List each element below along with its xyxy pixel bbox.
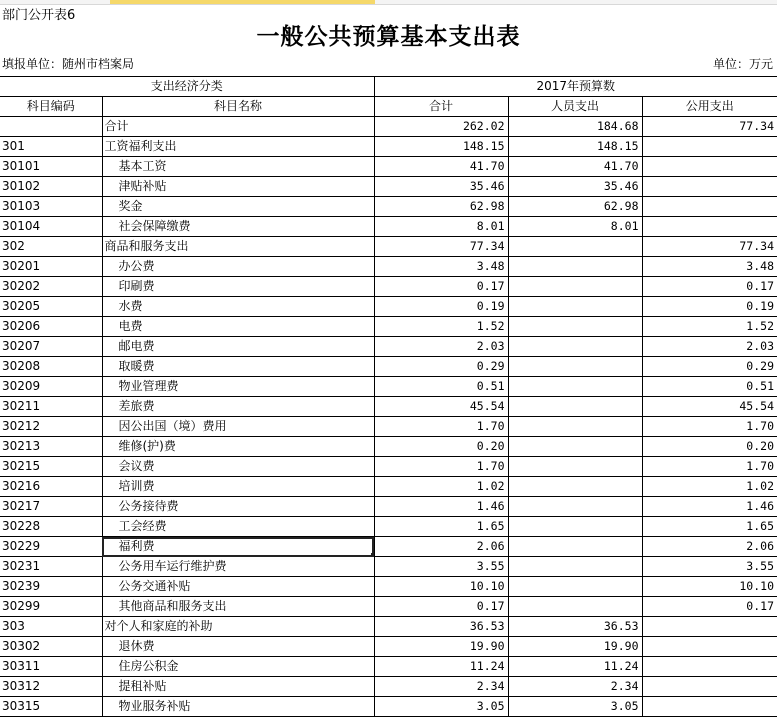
table-row <box>0 277 777 297</box>
total-cell[interactable]: 62.98 <box>374 197 508 217</box>
code-cell[interactable]: 30209 <box>0 377 102 397</box>
total-cell[interactable]: 35.46 <box>374 177 508 197</box>
code-cell[interactable]: 30201 <box>0 257 102 277</box>
name-cell[interactable]: 培训费 <box>102 477 374 497</box>
name-cell[interactable]: 差旅费 <box>102 397 374 417</box>
public-cell[interactable]: 1.52 <box>642 317 777 337</box>
total-cell[interactable]: 262.02 <box>374 117 508 137</box>
code-cell[interactable]: 30228 <box>0 517 102 537</box>
personnel-cell[interactable]: 148.15 <box>508 137 642 157</box>
public-cell[interactable]: 1.70 <box>642 417 777 437</box>
header-budget-2017[interactable]: 2017年预算数 <box>374 77 777 97</box>
personnel-cell[interactable] <box>508 357 642 377</box>
budget-table <box>0 76 777 717</box>
table-row <box>0 157 777 177</box>
personnel-cell[interactable] <box>508 337 642 357</box>
table-row <box>0 397 777 417</box>
code-cell[interactable]: 30302 <box>0 637 102 657</box>
name-cell[interactable]: 办公费 <box>102 257 374 277</box>
code-cell[interactable]: 30102 <box>0 177 102 197</box>
personnel-cell[interactable] <box>508 597 642 617</box>
header-column-row <box>0 97 777 117</box>
name-cell[interactable]: 公务交通补贴 <box>102 577 374 597</box>
column-header-strip <box>0 0 777 5</box>
public-cell[interactable] <box>642 177 777 197</box>
total-cell[interactable]: 0.51 <box>374 377 508 397</box>
table-row <box>0 437 777 457</box>
name-cell[interactable]: 因公出国（境）费用 <box>102 417 374 437</box>
table-row <box>0 177 777 197</box>
public-cell[interactable]: 0.29 <box>642 357 777 377</box>
total-cell[interactable]: 2.06 <box>374 537 508 557</box>
public-cell[interactable]: 0.19 <box>642 297 777 317</box>
name-cell[interactable]: 物业管理费 <box>102 377 374 397</box>
table-row <box>0 477 777 497</box>
table-row <box>0 237 777 257</box>
public-cell[interactable]: 0.17 <box>642 277 777 297</box>
total-cell[interactable]: 0.17 <box>374 597 508 617</box>
total-cell[interactable]: 10.10 <box>374 577 508 597</box>
page-title: 一般公共预算基本支出表 <box>256 23 521 50</box>
table-row <box>0 497 777 517</box>
name-cell[interactable]: 提租补贴 <box>102 677 374 697</box>
selected-column-indicator <box>110 0 375 4</box>
table-row <box>0 377 777 397</box>
currency-unit: 单位：万元 <box>712 57 773 71</box>
code-cell[interactable]: 30239 <box>0 577 102 597</box>
total-cell[interactable]: 3.48 <box>374 257 508 277</box>
code-cell[interactable]: 30101 <box>0 157 102 177</box>
personnel-cell[interactable]: 3.05 <box>508 697 642 717</box>
total-cell[interactable]: 1.70 <box>374 457 508 477</box>
personnel-cell[interactable] <box>508 437 642 457</box>
personnel-cell[interactable] <box>508 317 642 337</box>
personnel-cell[interactable] <box>508 277 642 297</box>
table-row <box>0 217 777 237</box>
public-cell[interactable]: 77.34 <box>642 237 777 257</box>
public-cell[interactable]: 0.51 <box>642 377 777 397</box>
table-row <box>0 117 777 137</box>
personnel-cell[interactable] <box>508 257 642 277</box>
total-cell[interactable]: 1.52 <box>374 317 508 337</box>
public-cell[interactable]: 10.10 <box>642 577 777 597</box>
public-cell[interactable] <box>642 697 777 717</box>
header-code[interactable]: 科目编码 <box>0 97 102 117</box>
total-cell[interactable]: 19.90 <box>374 637 508 657</box>
code-cell[interactable]: 302 <box>0 237 102 257</box>
name-cell[interactable]: 维修(护)费 <box>102 437 374 457</box>
header-name[interactable]: 科目名称 <box>102 97 374 117</box>
personnel-cell[interactable] <box>508 517 642 537</box>
personnel-cell[interactable] <box>508 397 642 417</box>
name-cell[interactable]: 物业服务补贴 <box>102 697 374 717</box>
name-cell[interactable]: 商品和服务支出 <box>102 237 374 257</box>
public-cell[interactable] <box>642 617 777 637</box>
table-row <box>0 357 777 377</box>
code-cell[interactable]: 30206 <box>0 317 102 337</box>
public-cell[interactable]: 2.03 <box>642 337 777 357</box>
table-row <box>0 457 777 477</box>
public-cell[interactable]: 0.20 <box>642 437 777 457</box>
name-cell[interactable]: 工资福利支出 <box>102 137 374 157</box>
sheet-label: 部门公开表6 <box>2 8 76 23</box>
name-cell[interactable]: 工会经费 <box>102 517 374 537</box>
public-cell[interactable]: 1.02 <box>642 477 777 497</box>
code-cell[interactable]: 303 <box>0 617 102 637</box>
code-cell[interactable]: 30315 <box>0 697 102 717</box>
code-cell[interactable]: 30215 <box>0 457 102 477</box>
name-cell[interactable]: 电费 <box>102 317 374 337</box>
total-cell[interactable]: 11.24 <box>374 657 508 677</box>
code-cell[interactable]: 30311 <box>0 657 102 677</box>
personnel-cell[interactable] <box>508 497 642 517</box>
personnel-cell[interactable]: 8.01 <box>508 217 642 237</box>
public-cell[interactable]: 1.46 <box>642 497 777 517</box>
personnel-cell[interactable]: 11.24 <box>508 657 642 677</box>
total-cell[interactable]: 77.34 <box>374 237 508 257</box>
total-cell[interactable]: 1.46 <box>374 497 508 517</box>
table-row <box>0 677 777 697</box>
header-public[interactable]: 公用支出 <box>642 97 777 117</box>
table-row <box>0 617 777 637</box>
public-cell[interactable] <box>642 657 777 677</box>
name-cell[interactable]: 对个人和家庭的补助 <box>102 617 374 637</box>
code-cell[interactable]: 30229 <box>0 537 102 557</box>
total-cell[interactable]: 36.53 <box>374 617 508 637</box>
personnel-cell[interactable]: 19.90 <box>508 637 642 657</box>
code-cell[interactable]: 30207 <box>0 337 102 357</box>
personnel-cell[interactable] <box>508 297 642 317</box>
name-cell[interactable]: 社会保障缴费 <box>102 217 374 237</box>
table-row <box>0 537 777 557</box>
public-cell[interactable] <box>642 157 777 177</box>
name-cell[interactable]: 合计 <box>102 117 374 137</box>
public-cell[interactable]: 1.65 <box>642 517 777 537</box>
code-cell[interactable]: 30217 <box>0 497 102 517</box>
public-cell[interactable]: 1.70 <box>642 457 777 477</box>
name-cell[interactable]: 其他商品和服务支出 <box>102 597 374 617</box>
total-cell[interactable]: 2.03 <box>374 337 508 357</box>
public-cell[interactable]: 3.55 <box>642 557 777 577</box>
fill-handle[interactable] <box>371 553 375 557</box>
table-row <box>0 317 777 337</box>
code-cell[interactable]: 30312 <box>0 677 102 697</box>
table-row <box>0 257 777 277</box>
table-row <box>0 577 777 597</box>
table-row <box>0 197 777 217</box>
header-total[interactable]: 合计 <box>374 97 508 117</box>
code-cell[interactable]: 30205 <box>0 297 102 317</box>
personnel-cell[interactable] <box>508 457 642 477</box>
code-cell[interactable]: 30104 <box>0 217 102 237</box>
table-row <box>0 137 777 157</box>
total-cell[interactable]: 148.15 <box>374 137 508 157</box>
personnel-cell[interactable]: 35.46 <box>508 177 642 197</box>
personnel-cell[interactable] <box>508 477 642 497</box>
table-row <box>0 297 777 317</box>
total-cell[interactable]: 0.17 <box>374 277 508 297</box>
public-cell[interactable] <box>642 637 777 657</box>
public-cell[interactable] <box>642 197 777 217</box>
table-row <box>0 557 777 577</box>
code-cell[interactable]: 30299 <box>0 597 102 617</box>
selected-cell[interactable]: 福利费 <box>102 537 374 557</box>
public-cell[interactable]: 2.06 <box>642 537 777 557</box>
name-cell[interactable]: 印刷费 <box>102 277 374 297</box>
personnel-cell[interactable] <box>508 417 642 437</box>
name-cell[interactable]: 津贴补贴 <box>102 177 374 197</box>
code-cell[interactable]: 30208 <box>0 357 102 377</box>
code-cell[interactable]: 30213 <box>0 437 102 457</box>
public-cell[interactable]: 45.54 <box>642 397 777 417</box>
total-cell[interactable]: 0.29 <box>374 357 508 377</box>
table-row <box>0 597 777 617</box>
name-cell[interactable]: 退休费 <box>102 637 374 657</box>
total-cell[interactable]: 3.55 <box>374 557 508 577</box>
code-cell[interactable]: 30202 <box>0 277 102 297</box>
public-cell[interactable] <box>642 677 777 697</box>
total-cell[interactable]: 1.02 <box>374 477 508 497</box>
table-row <box>0 657 777 677</box>
header-economic-classification[interactable]: 支出经济分类 <box>0 77 374 97</box>
total-cell[interactable]: 3.05 <box>374 697 508 717</box>
code-cell[interactable] <box>0 117 102 137</box>
code-cell[interactable]: 30211 <box>0 397 102 417</box>
public-cell[interactable]: 3.48 <box>642 257 777 277</box>
total-cell[interactable]: 0.19 <box>374 297 508 317</box>
personnel-cell[interactable] <box>508 557 642 577</box>
table-row <box>0 517 777 537</box>
code-cell[interactable]: 301 <box>0 137 102 157</box>
personnel-cell[interactable]: 41.70 <box>508 157 642 177</box>
total-cell[interactable]: 8.01 <box>374 217 508 237</box>
name-cell[interactable]: 邮电费 <box>102 337 374 357</box>
name-cell[interactable]: 会议费 <box>102 457 374 477</box>
public-cell[interactable] <box>642 217 777 237</box>
personnel-cell[interactable] <box>508 377 642 397</box>
total-cell[interactable]: 0.20 <box>374 437 508 457</box>
header-personnel[interactable]: 人员支出 <box>508 97 642 117</box>
public-cell[interactable]: 0.17 <box>642 597 777 617</box>
table-row <box>0 697 777 717</box>
total-cell[interactable]: 1.70 <box>374 417 508 437</box>
personnel-cell[interactable]: 184.68 <box>508 117 642 137</box>
name-cell[interactable]: 取暖费 <box>102 357 374 377</box>
personnel-cell[interactable]: 2.34 <box>508 677 642 697</box>
code-cell[interactable]: 30216 <box>0 477 102 497</box>
public-cell[interactable] <box>642 137 777 157</box>
code-cell[interactable]: 30212 <box>0 417 102 437</box>
total-cell[interactable]: 2.34 <box>374 677 508 697</box>
personnel-cell[interactable]: 62.98 <box>508 197 642 217</box>
name-cell[interactable]: 奖金 <box>102 197 374 217</box>
table-row <box>0 417 777 437</box>
name-cell[interactable]: 住房公积金 <box>102 657 374 677</box>
table-row <box>0 337 777 357</box>
total-cell[interactable]: 45.54 <box>374 397 508 417</box>
total-cell[interactable]: 1.65 <box>374 517 508 537</box>
code-cell[interactable]: 30231 <box>0 557 102 577</box>
code-cell[interactable]: 30103 <box>0 197 102 217</box>
header-group-row <box>0 77 777 97</box>
name-cell[interactable]: 公务接待费 <box>102 497 374 517</box>
total-cell[interactable]: 41.70 <box>374 157 508 177</box>
reporting-unit: 填报单位：随州市档案局 <box>2 57 135 71</box>
personnel-cell[interactable]: 36.53 <box>508 617 642 637</box>
name-cell[interactable]: 水费 <box>102 297 374 317</box>
name-cell[interactable]: 基本工资 <box>102 157 374 177</box>
personnel-cell[interactable] <box>508 537 642 557</box>
name-cell[interactable]: 公务用车运行维护费 <box>102 557 374 577</box>
personnel-cell[interactable] <box>508 577 642 597</box>
table-row <box>0 637 777 657</box>
personnel-cell[interactable] <box>508 237 642 257</box>
public-cell[interactable]: 77.34 <box>642 117 777 137</box>
